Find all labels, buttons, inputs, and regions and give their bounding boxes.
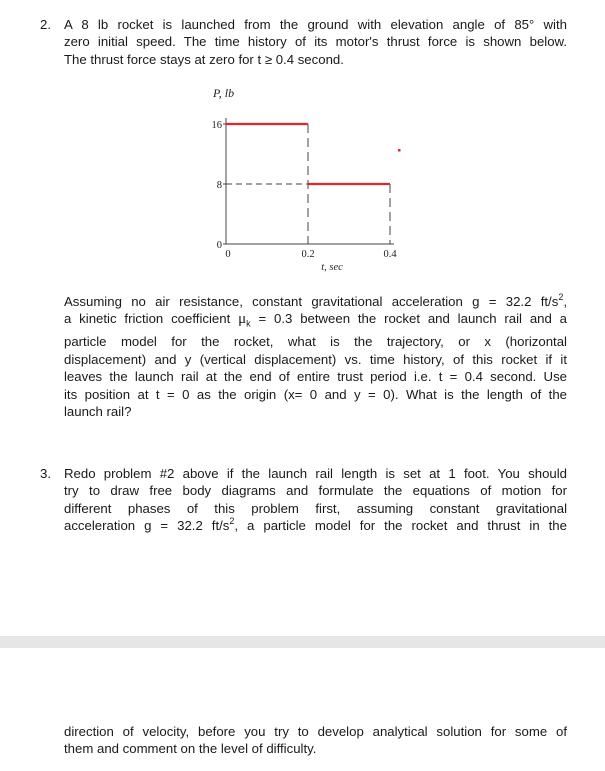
stray-red-dot [398,149,401,152]
subscript: k [246,319,251,330]
text-fragment: , a particle model for the rocket and thrust in the [234,518,567,534]
chart-ylabel: P, lb [213,86,235,100]
problem-3-line: Redo problem #2 above if the launch rail length is set at 1 foot. You should [64,466,567,481]
y-tick-label: 0 [216,240,222,251]
superscript: 2 [229,515,235,526]
intro-line: A 8 lb rocket is launched from the ground with elevation angle of 85° with [64,17,567,32]
body-line: launch rail? [64,404,132,420]
thrust-chart [195,80,420,280]
x-tick-label: 0 [225,249,231,260]
y-tick-label: 8 [216,180,222,191]
text-fragment: acceleration g = 32.2 ft/s [64,518,230,534]
text-fragment: a kinetic friction coefficient [64,311,239,327]
problem-3-number: 3. [40,466,51,481]
problem-3-line: different phases of this problem first, assuming constant gravitational [64,500,567,516]
body-line-2 [64,310,567,333]
problem-3-text [64,465,567,535]
superscript: 2 [558,291,564,302]
body-line-1 [64,293,567,310]
text-fragment: , [563,294,567,309]
text-fragment: Assuming no air resistance, constant gravitational acceleration g = 32.2 ft/s [64,294,559,309]
chart-xlabel: t, sec [321,262,343,273]
problem-3-line-4 [64,517,567,534]
intro-line: The thrust force stays at zero for t ≥ 0.4 second. [64,51,344,67]
problem-3-line: them and comment on the level of difficulty. [64,741,317,757]
problem-3-continued [64,723,567,758]
body-line: leaves the launch rail at the end of entire trust period i.e. t = 0.4 second. Use [64,369,567,385]
problem-3-line: direction of velocity, before you try to develop analytical solution for some of [64,724,567,739]
body-line: particle model for the rocket, what is the trajectory, or x (horizontal [64,334,567,350]
intro-line: zero initial speed. The time history of its motor's thrust force is shown below. [64,34,567,50]
problem-3-line: try to draw free body diagrams and formulate the equations of motion for [64,483,567,499]
problem-2-intro [64,16,567,68]
mu-symbol: μ [238,311,247,328]
x-tick-label: 0.4 [383,249,397,260]
problem-2-body [64,293,567,420]
body-line: its position at t = 0 as the origin (x= 0 and y = 0). What is the length of the [64,386,567,402]
text-fragment: = 0.3 between the rocket and launch rail and a [250,311,567,327]
body-line: displacement) and y (vertical displacement) vs. time history, of this rocket if it [64,351,567,367]
y-tick-label: 16 [211,120,222,131]
page-separator [0,636,605,648]
problem-2-number: 2. [40,17,51,32]
x-tick-label: 0.2 [301,249,315,260]
